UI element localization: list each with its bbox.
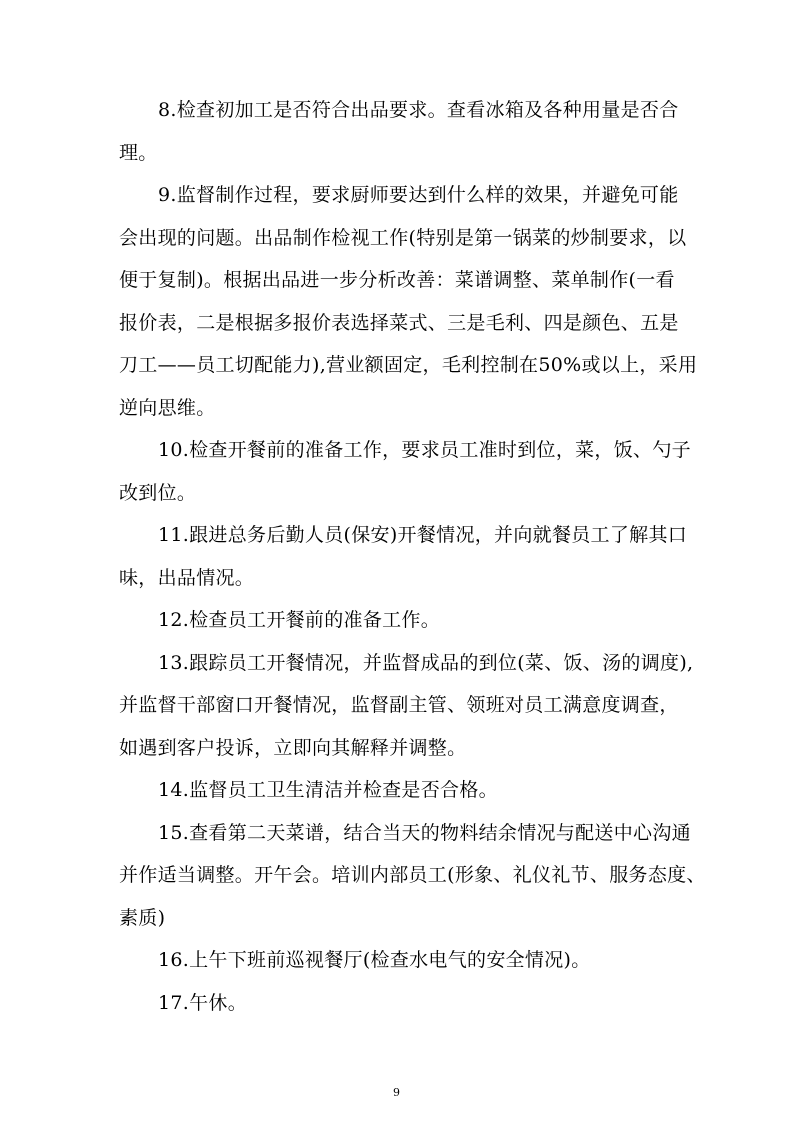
- item-17-line-1: 17.午休。: [158, 992, 248, 1014]
- item-15-line-3: 素质): [119, 907, 166, 929]
- item-11-line-1: 11.跟进总务后勤人员(保安)开餐情况，并向就餐员工了解其口: [158, 524, 688, 546]
- item-11-line-2: 味，出品情况。: [119, 567, 255, 589]
- item-10-line-2: 改到位。: [119, 482, 197, 504]
- item-15-line-2: 并作适当调整。开午会。培训内部员工(形象、礼仪礼节、服务态度、: [119, 864, 706, 886]
- item-10-line-1: 10.检查开餐前的准备工作，要求员工准时到位，菜，饭、勺子: [158, 439, 691, 461]
- item-8-line-2: 理。: [119, 142, 158, 164]
- item-9-line-1: 9.监督制作过程，要求厨师要达到什么样的效果，并避免可能: [158, 184, 679, 206]
- page-number: 9: [393, 1086, 400, 1099]
- item-12-line-1: 12.检查员工开餐前的准备工作。: [158, 609, 441, 631]
- item-9-line-4: 报价表，二是根据多报价表选择菜式、三是毛利、四是颜色、五是: [119, 312, 679, 334]
- item-16-line-1: 16.上午下班前巡视餐厅(检查水电气的安全情况)。: [158, 949, 591, 971]
- item-14-line-1: 14.监督员工卫生清洁并检查是否合格。: [158, 779, 498, 801]
- item-15-line-1: 15.查看第二天菜谱，结合当天的物料结余情况与配送中心沟通: [158, 822, 691, 844]
- item-9-line-6: 逆向思维。: [119, 397, 216, 419]
- item-9-line-3: 便于复制)。根据出品进一步分析改善：菜谱调整、菜单制作(一看: [119, 269, 675, 291]
- item-8-line-1: 8.检查初加工是否符合出品要求。查看冰箱及各种用量是否合: [158, 99, 679, 121]
- item-13-line-3: 如遇到客户投诉，立即向其解释并调整。: [119, 737, 467, 759]
- item-9-line-5: 刀工——员工切配能力),营业额固定，毛利控制在50%或以上，采用: [119, 354, 698, 376]
- item-13-line-2: 并监督干部窗口开餐情况，监督副主管、领班对员工满意度调查，: [119, 694, 679, 716]
- item-13-line-1: 13.跟踪员工开餐情况，并监督成品的到位(菜、饭、汤的调度),: [158, 652, 694, 674]
- item-9-line-2: 会出现的问题。出品制作检视工作(特别是第一锅菜的炒制要求，以: [119, 227, 687, 249]
